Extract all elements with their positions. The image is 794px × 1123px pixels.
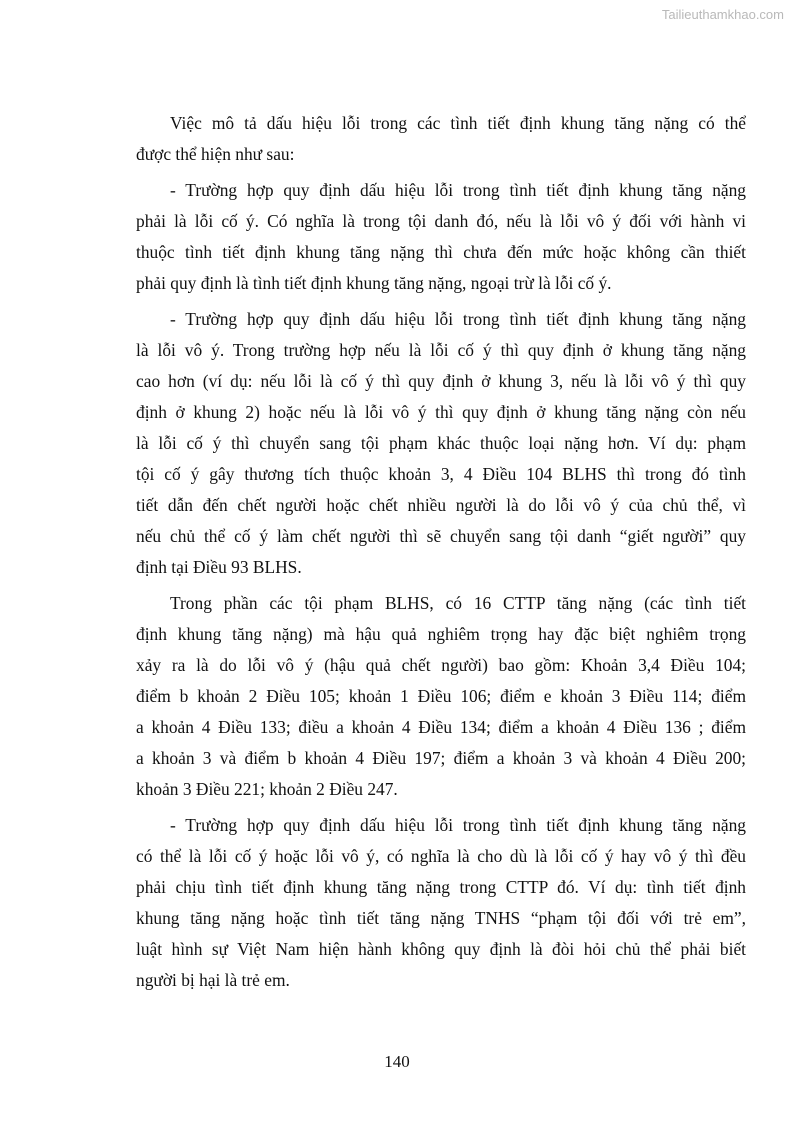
paragraph: [136, 108, 746, 170]
text-line: a khoản 3 và điểm b khoản 4 Điều 197; điểm a khoản 3 và khoản 4 Điều 200;: [136, 748, 746, 768]
text-line: là lỗi vô ý. Trong trường hợp nếu là lỗi cố ý thì quy định ở khung tăng nặng: [136, 340, 746, 360]
text-line: - Trường hợp quy định dấu hiệu lỗi trong tình tiết định khung tăng nặng: [170, 309, 746, 329]
paragraph: [136, 810, 746, 996]
text-line: có thể là lỗi cố ý hoặc lỗi vô ý, có nghĩa là cho dù là lỗi cố ý hay vô ý thì đều: [136, 846, 746, 866]
page-number: 140: [384, 1052, 410, 1071]
text-line: - Trường hợp quy định dấu hiệu lỗi trong tình tiết định khung tăng nặng: [170, 180, 746, 200]
watermark: Tailieuthamkhao.com: [661, 7, 784, 22]
paragraph: [136, 175, 746, 299]
text-line: khoản 3 Điều 221; khoản 2 Điều 247.: [136, 779, 398, 799]
text-line: Việc mô tả dấu hiệu lỗi trong các tình tiết định khung tăng nặng có thể: [170, 113, 746, 133]
text-line: là lỗi cố ý thì chuyển sang tội phạm khác thuộc loại nặng hơn. Ví dụ: phạm: [136, 433, 746, 453]
text-line: tiết dẫn đến chết người hoặc chết nhiều người là do lỗi vô ý của chủ thể, vì: [136, 495, 746, 515]
text-line: định tại Điều 93 BLHS.: [136, 557, 302, 577]
text-line: điểm b khoản 2 Điều 105; khoản 1 Điều 106; điểm e khoản 3 Điều 114; điểm: [136, 686, 746, 706]
text-line: được thể hiện như sau:: [136, 144, 295, 164]
text-line: nếu chủ thể cố ý làm chết người thì sẽ chuyển sang tội danh “giết người” quy: [136, 526, 746, 546]
text-line: xảy ra là do lỗi vô ý (hậu quả chết người) bao gồm: Khoản 3,4 Điều 104;: [136, 655, 746, 675]
text-line: phải quy định là tình tiết định khung tăng nặng, ngoại trừ là lỗi cố ý.: [136, 273, 612, 293]
text-line: phải chịu tình tiết định khung tăng nặng trong CTTP đó. Ví dụ: tình tiết định: [136, 877, 746, 897]
text-line: a khoản 4 Điều 133; điều a khoản 4 Điều 134; điểm a khoản 4 Điều 136 ; điểm: [136, 717, 746, 737]
paragraph: [136, 588, 746, 805]
text-line: định khung tăng nặng) mà hậu quả nghiêm trọng hay đặc biệt nghiêm trọng: [136, 624, 746, 644]
text-line: cao hơn (ví dụ: nếu lỗi là cố ý thì quy định ở khung 3, nếu là lỗi vô ý thì quy: [136, 371, 746, 391]
body-text: [136, 103, 746, 996]
paragraph: [136, 304, 746, 583]
text-line: tội cố ý gây thương tích thuộc khoản 3, 4 Điều 104 BLHS thì trong đó tình: [136, 464, 746, 484]
text-line: Trong phần các tội phạm BLHS, có 16 CTTP tăng nặng (các tình tiết: [170, 593, 746, 613]
text-line: thuộc tình tiết định khung tăng nặng thì chưa đến mức hoặc không cần thiết: [136, 242, 746, 262]
text-line: - Trường hợp quy định dấu hiệu lỗi trong tình tiết định khung tăng nặng: [170, 815, 746, 835]
text-line: người bị hại là trẻ em.: [136, 970, 290, 990]
text-line: luật hình sự Việt Nam hiện hành không quy định là đòi hỏi chủ thể phải biết: [136, 939, 746, 959]
text-line: phải là lỗi cố ý. Có nghĩa là trong tội danh đó, nếu là lỗi vô ý đối với hành vi: [136, 211, 746, 231]
text-line: định ở khung 2) hoặc nếu là lỗi vô ý thì quy định ở khung tăng nặng còn nếu: [136, 402, 746, 422]
text-line: khung tăng nặng hoặc tình tiết tăng nặng TNHS “phạm tội đối với trẻ em”,: [136, 908, 746, 928]
